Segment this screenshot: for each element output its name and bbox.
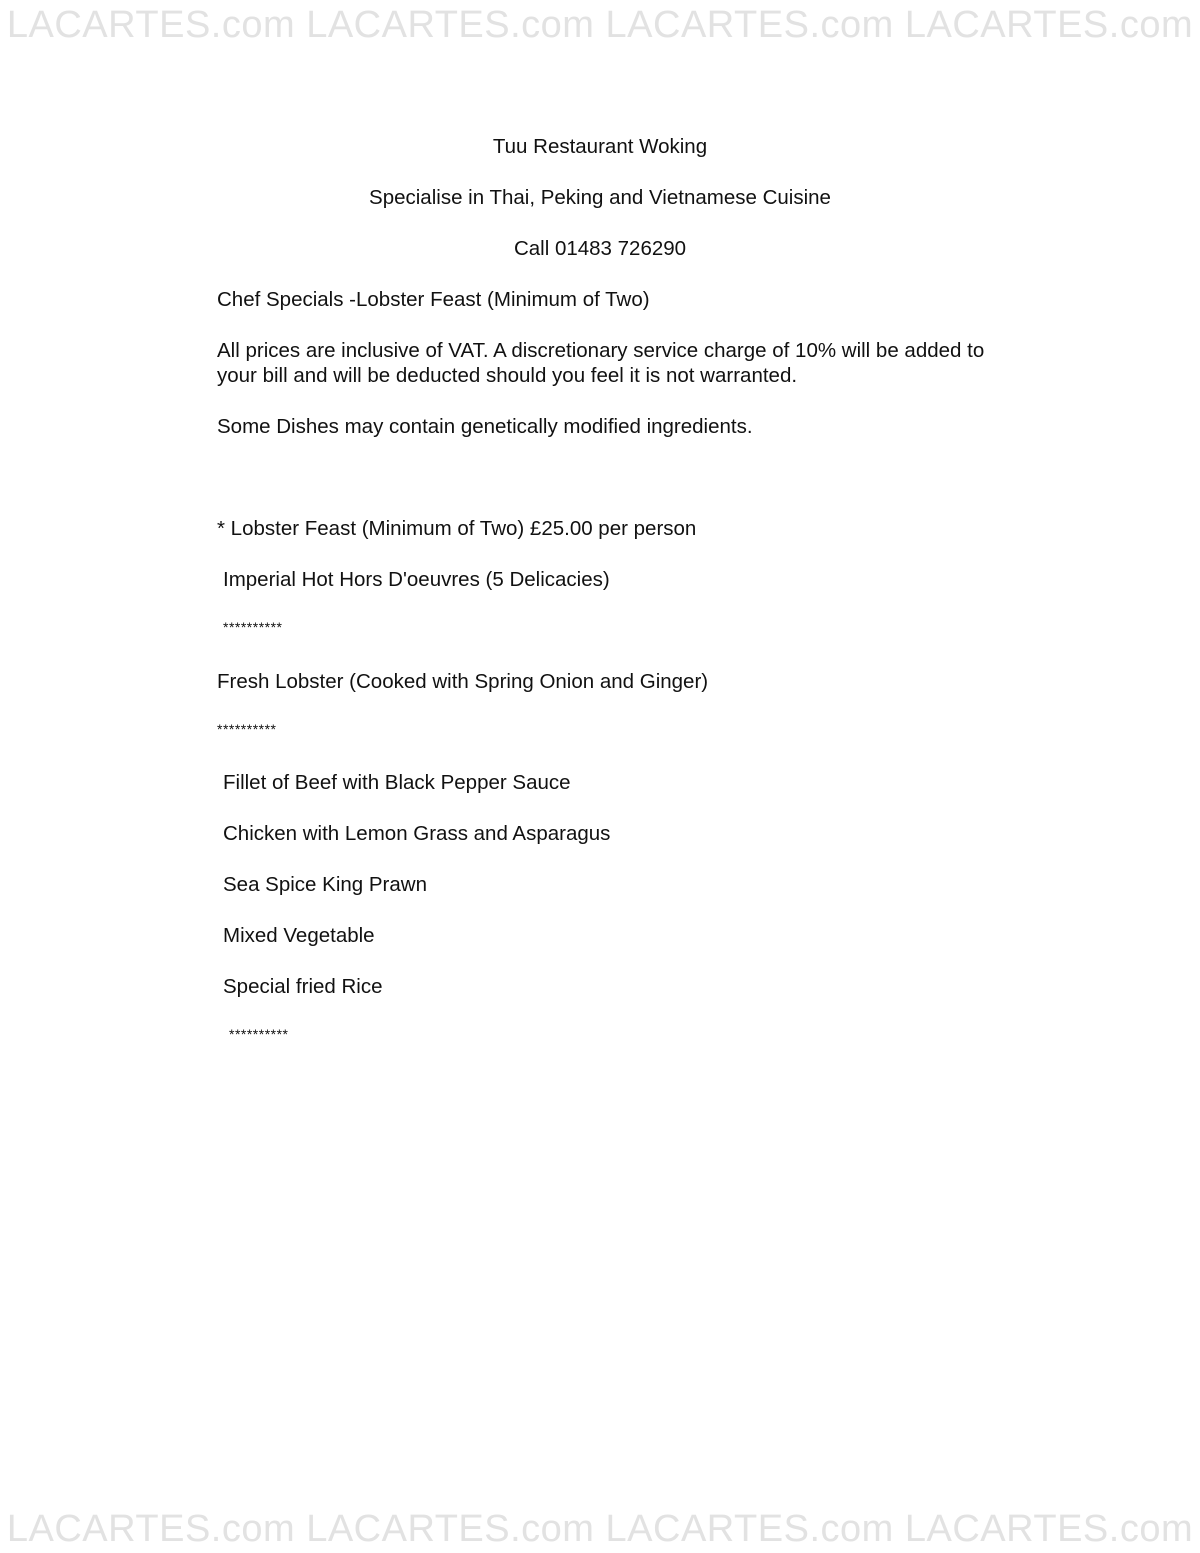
phone-number: Call 01483 726290 [513, 237, 687, 260]
vat-notice: All prices are inclusive of VAT. A discretionary service charge of 10% will be added to your bill and will be deducted should you feel it is not warranted. [217, 339, 985, 387]
dish-item: Sea Spice King Prawn [223, 873, 427, 896]
dish-item: Special fried Rice [223, 975, 383, 998]
divider-2: ********** [217, 721, 277, 737]
cuisine-tagline: Specialise in Thai, Peking and Vietnamese Cuisine [369, 186, 831, 209]
feast-title: * Lobster Feast (Minimum of Two) £25.00 per person [217, 517, 697, 540]
dish-item: Fillet of Beef with Black Pepper Sauce [223, 771, 571, 794]
watermark-bottom: LACARTES.com LACARTES.com LACARTES.com LACARTES.com [6, 1508, 1194, 1550]
divider-3: ********** [229, 1026, 289, 1042]
gm-notice: Some Dishes may contain genetically modified ingredients. [217, 415, 753, 438]
dish-item: Chicken with Lemon Grass and Asparagus [223, 822, 611, 845]
restaurant-name: Tuu Restaurant Woking [492, 135, 708, 158]
dish-item: Mixed Vegetable [223, 924, 375, 947]
divider-1: ********** [223, 619, 283, 635]
main-dish: Fresh Lobster (Cooked with Spring Onion and Ginger) [217, 670, 709, 693]
starter-dish: Imperial Hot Hors D'oeuvres (5 Delicacies) [223, 568, 610, 591]
watermark-top: LACARTES.com LACARTES.com LACARTES.com LACARTES.com [6, 4, 1194, 46]
section-title: Chef Specials -Lobster Feast (Minimum of Two) [217, 288, 650, 311]
